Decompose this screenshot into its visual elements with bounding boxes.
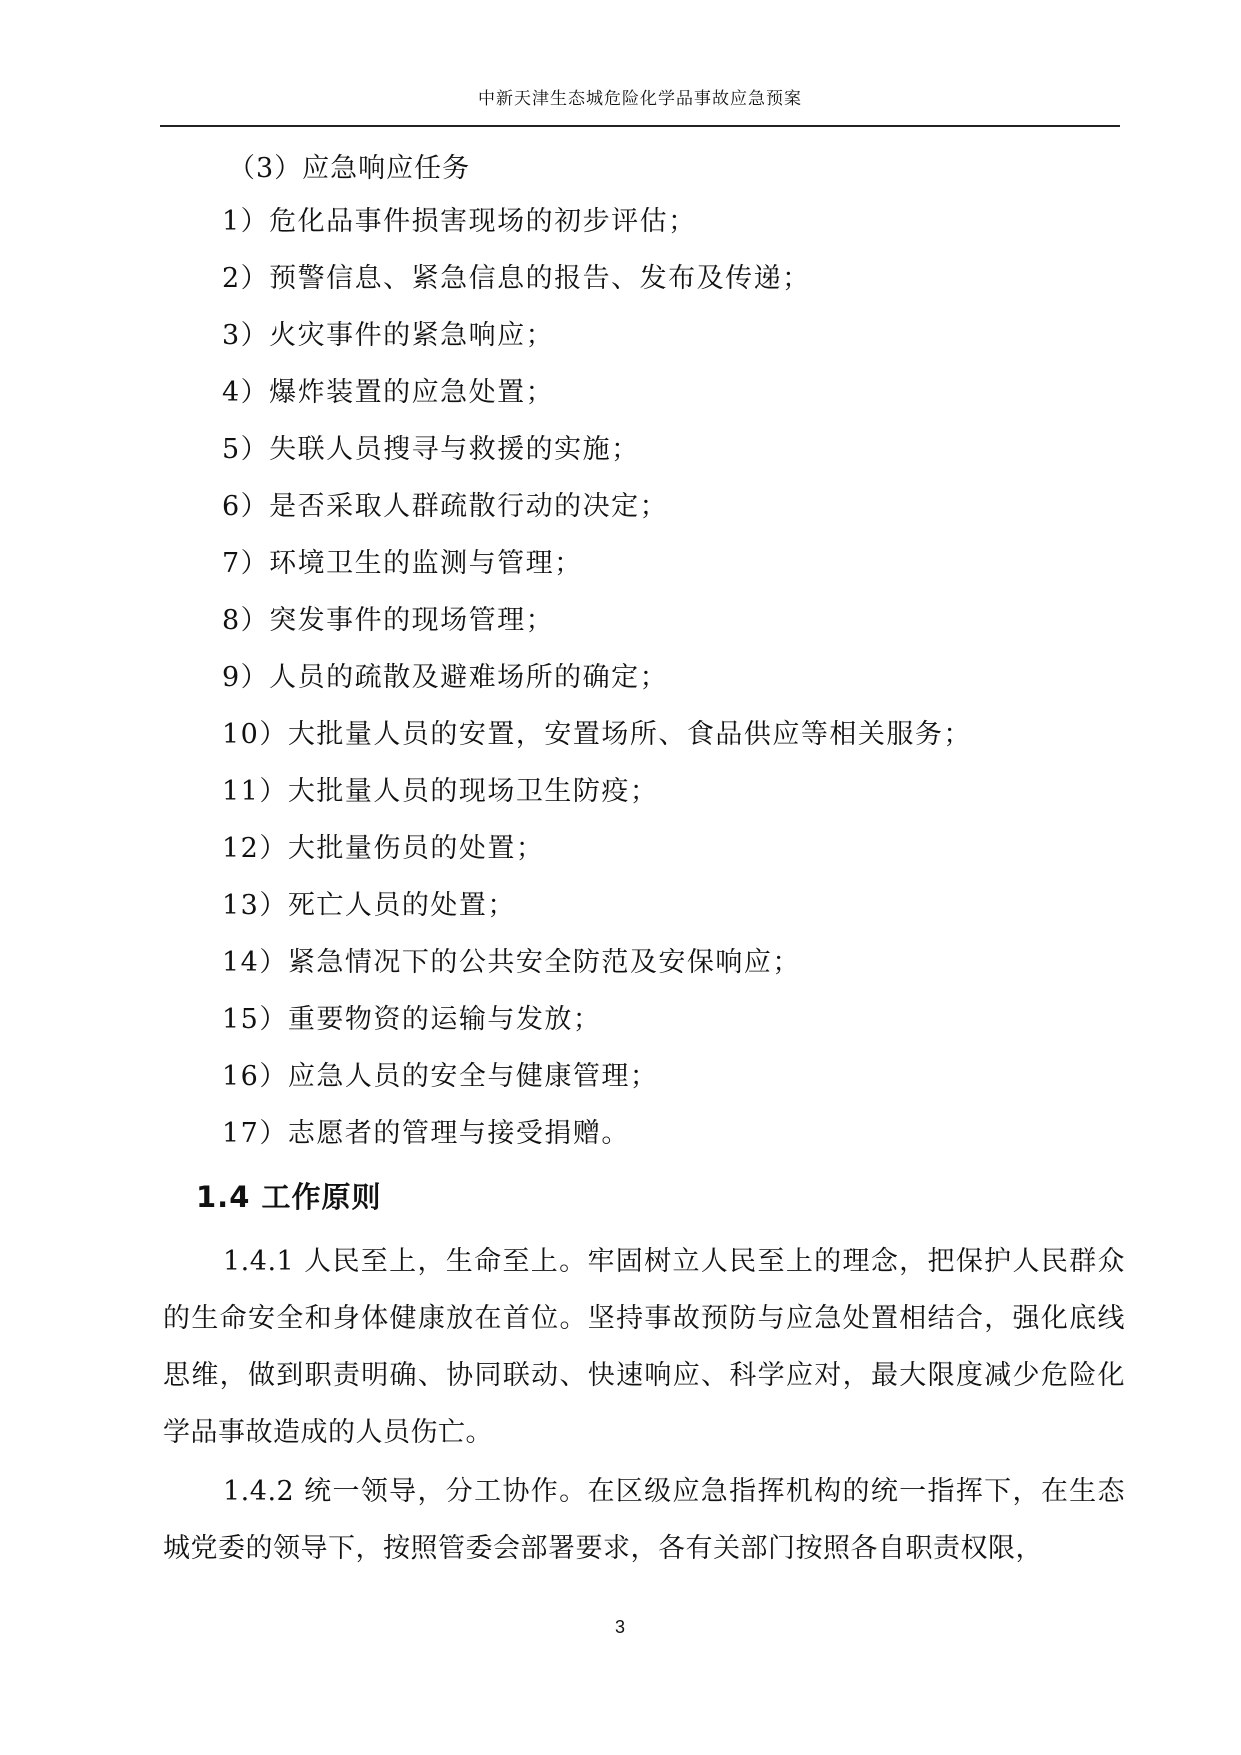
list-item: 12）大批量伤员的处置； — [222, 833, 545, 864]
emergency-tasks-subheading: （3）应急响应任务 — [228, 153, 471, 184]
section-heading-work-principles: 1.4 工作原则 — [196, 1180, 382, 1214]
page-number: 3 — [614, 1617, 625, 1637]
list-item: 6）是否采取人群疏散行动的决定； — [222, 491, 669, 522]
list-item: 8）突发事件的现场管理； — [222, 605, 555, 636]
list-item: 3）火灾事件的紧急响应； — [222, 320, 555, 351]
list-item: 16）应急人员的安全与健康管理； — [222, 1061, 659, 1092]
header-divider — [160, 125, 1120, 127]
list-item: 4）爆炸装置的应急处置； — [222, 377, 555, 408]
paragraph-unified-leadership: 1.4.2 统一领导，分工协作。在区级应急指挥机构的统一指挥下，在生态城党委的领导下，按照管委会部署要求，各有关部门按照各自职责权限， — [163, 1476, 1125, 1564]
emergency-task-list — [222, 204, 972, 1173]
running-header: 中新天津生态城危险化学品事故应急预案 — [478, 89, 802, 109]
list-item: 1）危化品事件损害现场的初步评估； — [222, 206, 697, 237]
list-item: 7）环境卫生的监测与管理； — [222, 548, 583, 579]
list-item: 2）预警信息、紧急信息的报告、发布及传递； — [222, 263, 811, 294]
list-item: 11）大批量人员的现场卫生防疫； — [222, 776, 659, 807]
list-item: 9）人员的疏散及避难场所的确定； — [222, 662, 669, 693]
list-item: 15）重要物资的运输与发放； — [222, 1004, 602, 1035]
paragraph-people-first: 1.4.1 人民至上，生命至上。牢固树立人民至上的理念，把保护人民群众的生命安全和身体健康放在首位。坚持事故预防与应急处置相结合，强化底线思维，做到职责明确、协同联动、快速响应、科学应对，最大限度减少危险化学品事故造成的人员伤亡。 — [163, 1246, 1125, 1448]
list-item: 17）志愿者的管理与接受捐赠。 — [222, 1118, 630, 1149]
list-item: 13）死亡人员的处置； — [222, 890, 516, 921]
list-item: 10）大批量人员的安置，安置场所、食品供应等相关服务； — [222, 719, 972, 750]
list-item: 5）失联人员搜寻与救援的实施； — [222, 434, 640, 465]
list-item: 14）紧急情况下的公共安全防范及安保响应； — [222, 947, 801, 978]
